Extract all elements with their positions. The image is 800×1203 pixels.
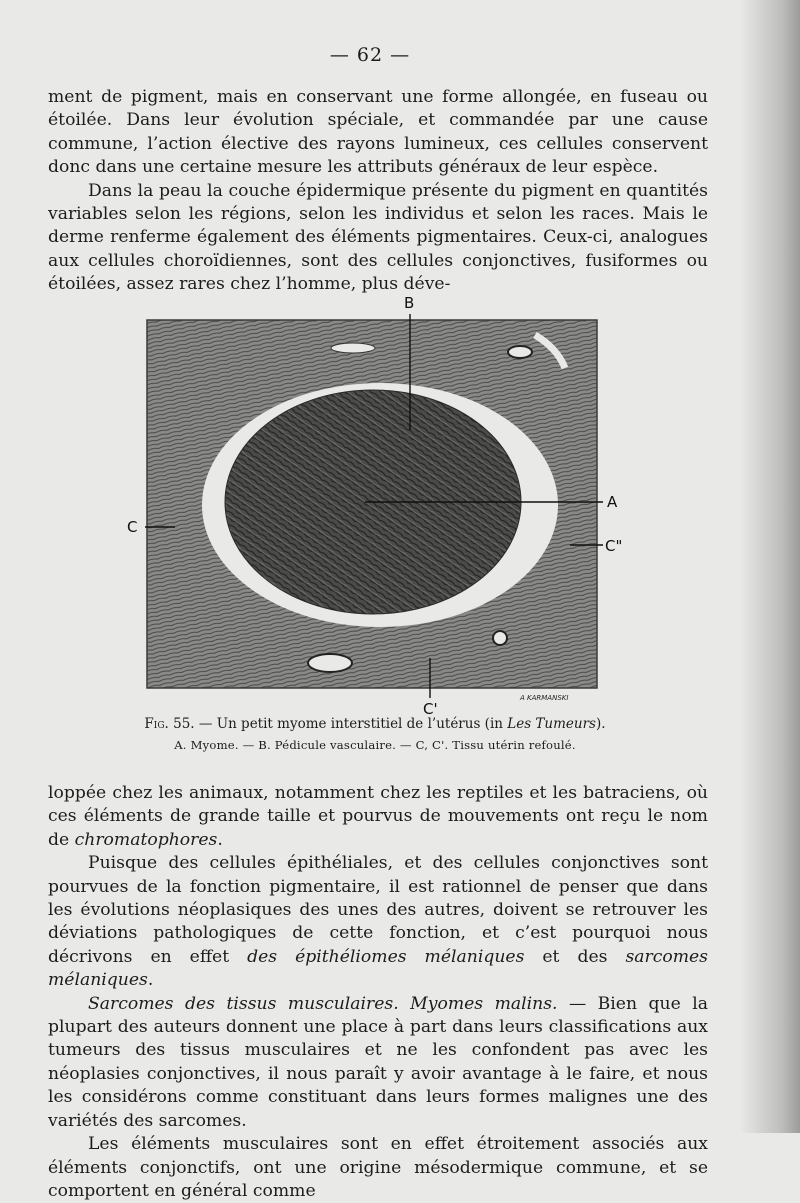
- text-block-top: [48, 86, 708, 297]
- page-edge-shadow: [740, 0, 800, 1133]
- paragraph: Sarcomes des tissus musculaires. Myomes malins. — Bien que la plupart des auteurs donnent une place à part dans leurs classifications aux tumeurs des tissus musculaires et ne les confondent pas avec les néoplasies conjonctives, il nous paraît y avoir avantage à le faire, et nous les considérons comme constituant dans leurs formes malignes une des variétés des sarcomes.: [48, 993, 708, 1131]
- vessel: [493, 631, 507, 645]
- label-c: C: [127, 518, 138, 536]
- caption-source: Les Tumeurs: [507, 716, 596, 732]
- label-c-double-prime: C": [605, 537, 623, 555]
- paragraph: Les éléments musculaires sont en effet étroitement associés aux éléments conjonctifs, ont une origine mésodermique commune, et se comportent en général comme: [48, 1134, 708, 1201]
- text-block-bottom: [48, 782, 708, 1203]
- section-heading: Sarcomes des tissus musculaires. Myomes malins.: [88, 993, 558, 1014]
- figure-legend: A. Myome. — B. Pédicule vasculaire. — C, C'. Tissu utérin refoulé.: [174, 738, 576, 752]
- figure-myoma-engraving: [125, 290, 635, 720]
- term-chromatophores: chromatophores: [74, 829, 218, 850]
- paragraph: loppée chez les animaux, notamment chez les reptiles et les batraciens, où ces éléments de grande taille et pourvus de mouvements ont reçu le nom de chromatophores.: [48, 783, 708, 850]
- figure-caption: Fig. 55. — Un petit myome interstitiel de l’utérus (in Les Tumeurs).: [144, 716, 606, 732]
- label-a: A: [607, 493, 618, 511]
- label-c-prime: C': [423, 700, 438, 718]
- myoma-illustration: [125, 290, 635, 720]
- paragraph: Dans la peau la couche épidermique présente du pigment en quantités variables selon les régions, selon les individus et selon les races. Mais le derme renferme également des éléments pigmentaires. Ceux-ci, analogues aux cellules choroïdiennes, sont des cellules conjonctives, fusiformes ou étoilées, assez rares chez l’homme, plus déve-: [48, 180, 708, 295]
- caption-text: Un petit myome interstitiel de l’utérus (in: [216, 716, 508, 732]
- vessel: [308, 654, 352, 672]
- engraver-signature: A KARMANSKI: [520, 694, 569, 702]
- paragraph: ment de pigment, mais en conservant une forme allongée, en fuseau ou étoilée. Dans leur évolution spéciale, et commandée par une cause commune, l’action élective des rayons lumineux, ces cellules conservent donc dans une certaine mesure les attributs généraux de leur espèce.: [48, 87, 708, 178]
- paragraph: Puisque des cellules épithéliales, et des cellules conjonctives sont pourvues de la fonction pigmentaire, il est rationnel de penser que dans les évolutions néoplasiques des unes des autres, doivent se retrouver les déviations pathologiques de cette fonction, et c’est pourquoi nous décrivons en effet des épithéliomes mélaniques et des sarcomes mélaniques.: [48, 853, 708, 991]
- vessel: [331, 343, 375, 353]
- label-b: B: [404, 294, 415, 312]
- vessel: [508, 346, 532, 358]
- figure-number: Fig. 55.: [144, 716, 195, 732]
- page-number: — 62 —: [329, 44, 411, 66]
